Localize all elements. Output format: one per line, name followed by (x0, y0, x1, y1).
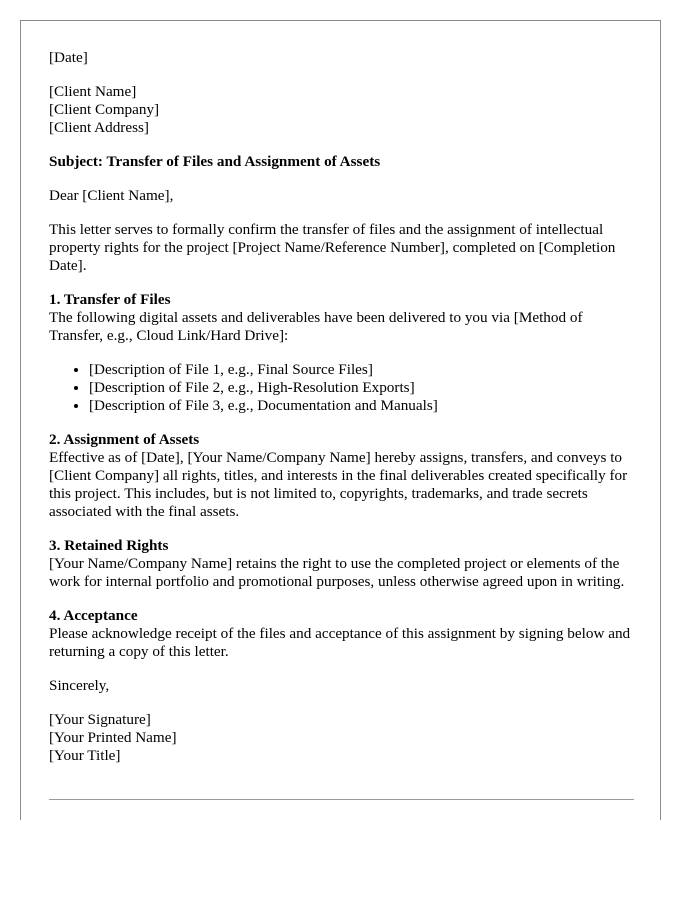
section-title: 2. Assignment of Assets (49, 431, 200, 448)
recipient-company: [Client Company] (49, 101, 160, 118)
title-line: [Your Title] (49, 747, 121, 764)
section-title: 3. Retained Rights (49, 537, 169, 554)
signature-block (49, 711, 639, 765)
section-body: Effective as of [Date], [Your Name/Company Name] hereby assigns, transfers, and conveys to [Client Company] all rights, titles, and interests in the final deliverables created specifically for this project. This includes, but is not limited to, copyrights, trademarks, and trade secrets associated with the final assets. (49, 449, 628, 520)
section-body: Please acknowledge receipt of the files and acceptance of this assignment by signing below and returning a copy of this letter. (49, 625, 631, 660)
intro-paragraph: This letter serves to formally confirm the transfer of files and the assignment of intellectual property rights for the project [Project Name/Reference Number], completed on [Completion Date]. (49, 221, 616, 274)
salutation: Dear [Client Name], (49, 187, 174, 204)
section-body: The following digital assets and deliverables have been delivered to you via [Method of Transfer, e.g., Cloud Link/Hard Drive]: (49, 309, 583, 344)
signature-line: [Your Signature] (49, 711, 151, 728)
closing: Sincerely, (49, 677, 110, 694)
section-assignment-of-assets (49, 431, 639, 521)
letter-date: [Date] (49, 49, 88, 66)
letter-body (49, 49, 639, 765)
recipient-name: [Client Name] (49, 83, 137, 100)
horizontal-divider (49, 799, 634, 800)
section-title: 4. Acceptance (49, 607, 138, 624)
list-item: • [Description of File 1, e.g., Final Source Files] (89, 361, 639, 379)
recipient-block (49, 83, 639, 137)
printed-name-line: [Your Printed Name] (49, 729, 177, 746)
section-acceptance (49, 607, 639, 661)
list-item: • [Description of File 2, e.g., High-Resolution Exports] (89, 379, 639, 397)
section-retained-rights (49, 537, 639, 591)
list-item: • [Description of File 3, e.g., Documentation and Manuals] (89, 397, 639, 415)
recipient-address: [Client Address] (49, 119, 149, 136)
section-body: [Your Name/Company Name] retains the right to use the completed project or elements of the work for internal portfolio and promotional purposes, unless otherwise agreed upon in writing. (49, 555, 625, 590)
section-title: 1. Transfer of Files (49, 291, 171, 308)
file-list (49, 361, 639, 415)
letter-page (20, 20, 661, 820)
date-line (49, 49, 639, 67)
subject-line: Subject: Transfer of Files and Assignment of Assets (49, 153, 381, 170)
section-transfer-of-files (49, 291, 639, 415)
